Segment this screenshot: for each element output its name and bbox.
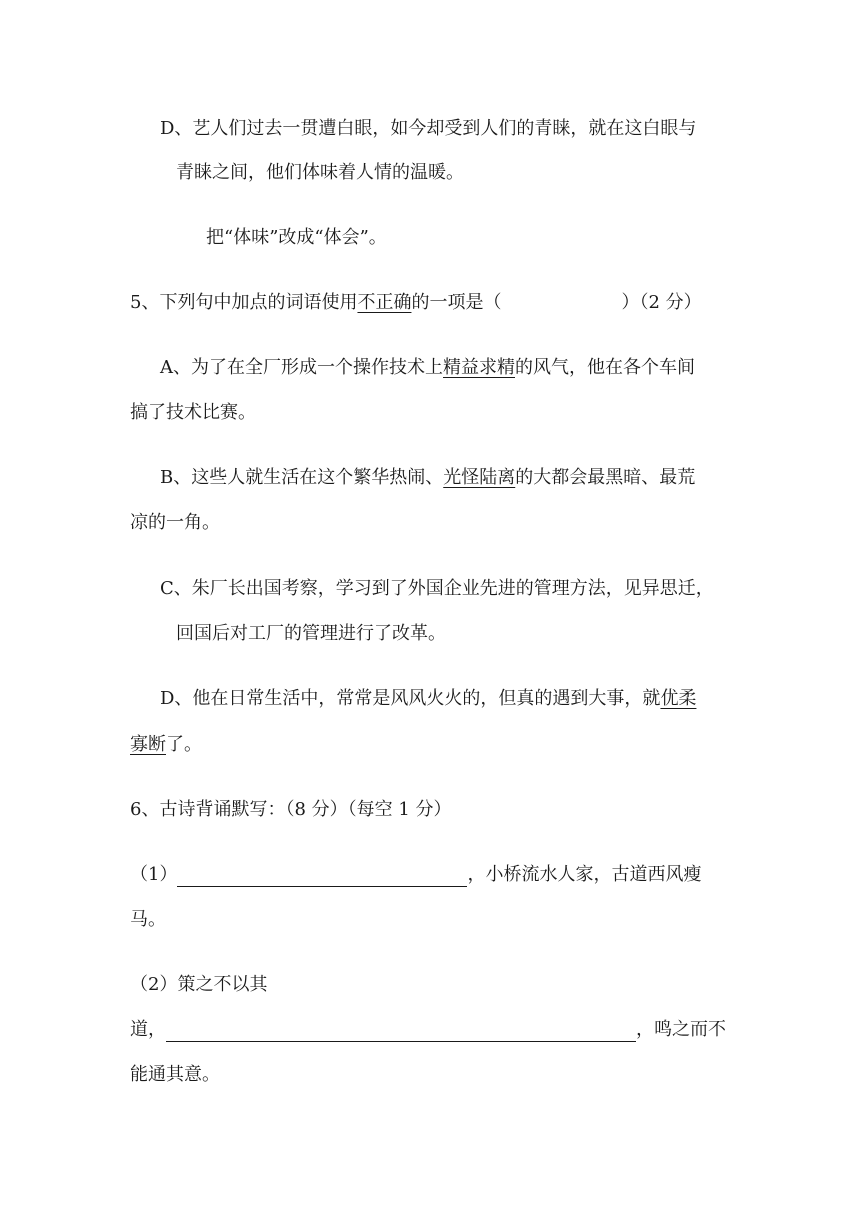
q4-option-d-line1: D、艺人们过去一贯遭白眼，如今却受到人们的青睐，就在这白眼与 (160, 118, 697, 139)
q6-part1-line1 (130, 863, 701, 887)
q5-option-d-term-part1: 优柔 (660, 688, 697, 709)
q5-option-d-line1 (160, 687, 696, 711)
q5-stem-underlined: 不正确 (357, 292, 412, 313)
q6-part1-post: ，小桥流水人家，古道西风瘦 (467, 864, 702, 885)
q5-option-d-post: 了。 (166, 734, 202, 755)
q5-option-a-pre: A、为了在全厂形成一个操作技术上 (160, 357, 443, 378)
q6-stem: 6、古诗背诵默写：（8 分）（每空 1 分） (130, 799, 452, 820)
q5-option-a-line1 (160, 356, 695, 380)
q5-stem (130, 291, 702, 315)
q5-option-a-line2: 搞了技术比赛。 (130, 402, 256, 423)
q6-part1-blank[interactable] (177, 866, 467, 887)
q6-part2-line2 (130, 1018, 726, 1042)
q5-option-b-line1 (160, 466, 695, 490)
q6-part2-line1: （2）策之不以其 (130, 974, 268, 995)
q5-stem-mid: 的一项是（ (411, 292, 502, 313)
q6-part2-line3: 能通其意。 (130, 1064, 220, 1085)
q5-option-a-term: 精益求精 (443, 357, 515, 378)
q5-option-d-pre: D、他在日常生活中，常常是风风火火的，但真的遇到大事，就 (160, 688, 661, 709)
q5-option-c-line1: C、朱厂长出国考察，学习到了外国企业先进的管理方法，见异思迁， (160, 578, 714, 599)
q5-option-d-line2 (130, 733, 202, 757)
q5-stem-post: ）（2 分） (621, 292, 702, 313)
q5-option-c-line2: 回国后对工厂的管理进行了改革。 (176, 623, 446, 644)
q5-option-b-pre: B、这些人就生活在这个繁华热闹、 (160, 467, 444, 488)
q6-part2-pre: 道， (130, 1019, 166, 1040)
q6-part2-post: ，鸣之而不 (636, 1019, 726, 1040)
q5-option-b-post: 的大都会最黑暗、最荒 (515, 467, 696, 488)
q4-option-d-line2: 青睐之间，他们体味着人情的温暖。 (176, 162, 464, 183)
q4-correction: 把“体味”改成“体会”。 (206, 227, 387, 248)
q6-part1-label: （1） (130, 864, 178, 885)
q5-option-a-post: 的风气，他在各个车间 (515, 357, 695, 378)
q5-option-d-term-part2: 寡断 (130, 734, 166, 755)
q5-stem-pre: 5、下列句中加点的词语使用 (130, 292, 358, 313)
q6-part1-line2: 马。 (130, 909, 166, 930)
q5-option-b-line2: 凉的一角。 (130, 512, 220, 533)
q6-part2-blank[interactable] (166, 1021, 636, 1042)
q5-option-b-term: 光怪陆离 (443, 467, 516, 488)
